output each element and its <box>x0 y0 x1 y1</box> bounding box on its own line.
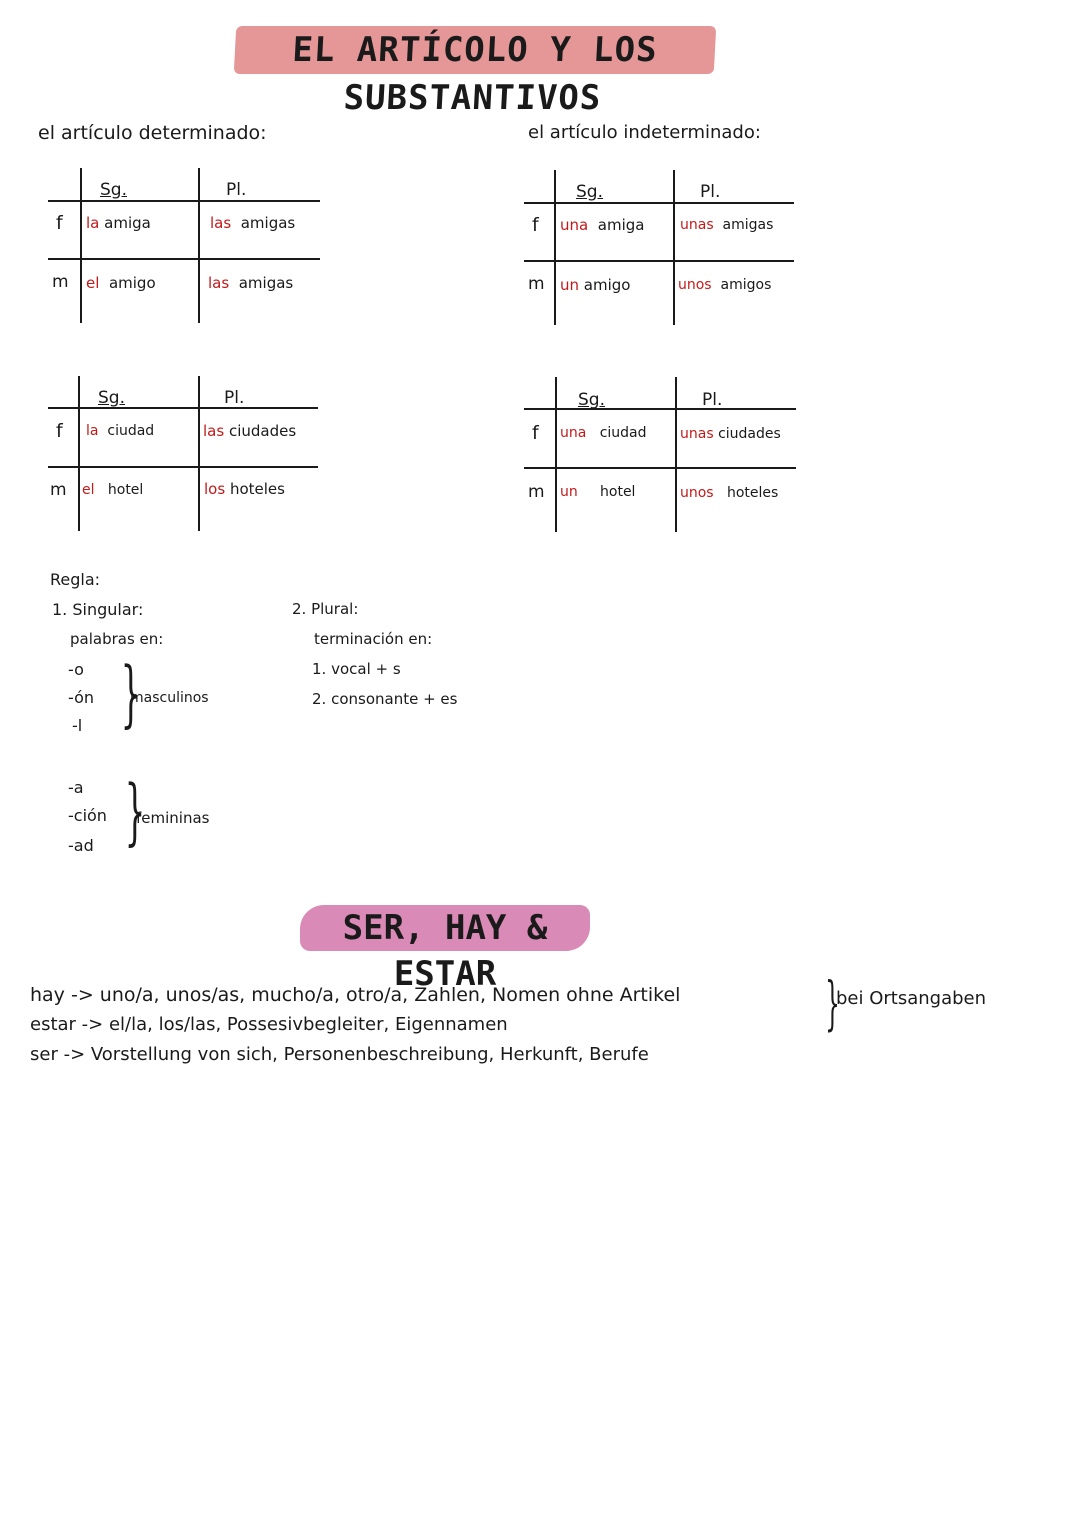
col-pl: Pl. <box>226 180 247 200</box>
row-f: f <box>56 420 63 442</box>
rule-plural: 2. Plural: <box>292 600 359 618</box>
brace: } <box>120 651 142 735</box>
row-f: f <box>532 214 539 236</box>
det-heading: el artículo determinado: <box>38 122 267 144</box>
cell: el amigo <box>86 274 156 292</box>
rule-singular: 1. Singular: <box>52 600 144 619</box>
col-sg: Sg. <box>100 180 127 200</box>
cell: las amigas <box>208 274 294 292</box>
brace: } <box>825 969 840 1037</box>
col-pl: Pl. <box>702 390 723 410</box>
cell: unos amigos <box>678 277 772 293</box>
masc-ending: -ón <box>68 688 94 707</box>
row-f: f <box>56 212 63 234</box>
rule-p2: 2. consonante + es <box>312 690 458 708</box>
line-estar: estar -> el/la, los/las, Possesivbegleiter, Eigennamen <box>30 1014 508 1035</box>
col-sg: Sg. <box>578 390 605 410</box>
rule-palabras: palabras en: <box>70 630 164 648</box>
brace-note: bei Ortsangaben <box>836 988 987 1009</box>
fem-ending: -ad <box>68 836 94 855</box>
row-f: f <box>532 422 539 444</box>
masc-ending: -o <box>68 660 84 679</box>
row-m: m <box>528 274 545 294</box>
rules-heading: Regla: <box>50 570 101 589</box>
col-sg: Sg. <box>576 182 603 202</box>
cell: unas ciudades <box>680 426 781 442</box>
row-m: m <box>50 480 67 500</box>
row-m: m <box>52 272 69 292</box>
cell: una ciudad <box>560 425 647 441</box>
indet-heading: el artículo indeterminado: <box>528 122 761 143</box>
col-sg: Sg. <box>98 388 125 408</box>
cell: la amiga <box>86 214 151 232</box>
cell: una amiga <box>560 216 645 234</box>
cell: el hotel <box>82 482 144 498</box>
cell: las ciudades <box>203 422 297 440</box>
rule-terminacion: terminación en: <box>314 630 433 648</box>
fem-ending: -a <box>68 778 84 797</box>
fem-label: femininas <box>136 809 210 827</box>
cell: las amigas <box>210 214 296 232</box>
cell: un amigo <box>560 276 631 294</box>
page-title: EL ARTÍCOLO Y LOS SUBSTANTIVOS <box>234 26 717 74</box>
col-pl: Pl. <box>700 182 721 202</box>
cell: los hoteles <box>204 480 285 498</box>
col-pl: Pl. <box>224 388 245 408</box>
cell: la ciudad <box>86 423 155 439</box>
row-m: m <box>528 482 545 502</box>
cell: unas amigas <box>680 217 774 233</box>
masc-label: masculinos <box>130 690 209 706</box>
ser-title: SER, HAY & ESTAR <box>300 905 590 951</box>
line-ser: ser -> Vorstellung von sich, Personenbeschreibung, Herkunft, Berufe <box>30 1044 649 1065</box>
masc-ending: -l <box>72 716 83 735</box>
line-hay: hay -> uno/a, unos/as, mucho/a, otro/a, Zahlen, Nomen ohne Artikel <box>30 984 681 1006</box>
fem-ending: -ción <box>68 806 107 825</box>
cell: un hotel <box>560 484 636 500</box>
cell: unos hoteles <box>680 485 779 501</box>
brace: } <box>124 769 146 853</box>
rule-p1: 1. vocal + s <box>312 660 401 678</box>
